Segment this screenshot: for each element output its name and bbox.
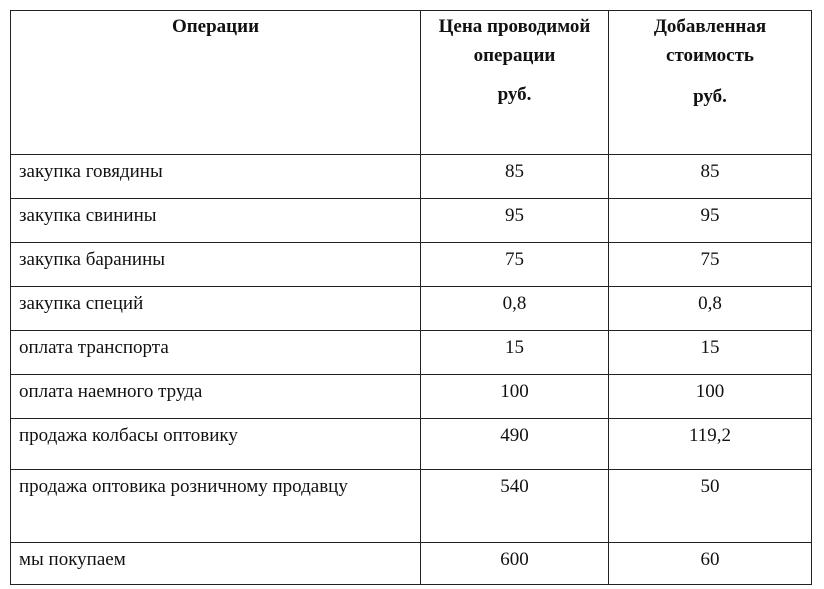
cell-added-value: 50: [609, 470, 812, 543]
cell-added-value: 100: [609, 375, 812, 419]
table-row: [11, 287, 812, 331]
cell-added-value: 60: [609, 543, 812, 585]
cell-price: 600: [421, 543, 609, 585]
cell-operation: оплата транспорта: [11, 331, 421, 375]
cell-operation: продажа оптовика розничному продавцу: [11, 470, 421, 543]
table-header-row: [11, 11, 812, 155]
table-row: [11, 543, 812, 585]
table-row: [11, 199, 812, 243]
cell-operation: закупка баранины: [11, 243, 421, 287]
header-price: [421, 11, 609, 155]
cell-added-value: 95: [609, 199, 812, 243]
cell-price: 490: [421, 419, 609, 470]
table-row: [11, 331, 812, 375]
table-row: [11, 155, 812, 199]
header-added-value: [609, 11, 812, 155]
cell-operation: мы покупаем: [11, 543, 421, 585]
table-row: [11, 419, 812, 470]
cell-added-value: 75: [609, 243, 812, 287]
cell-price: 540: [421, 470, 609, 543]
cell-operation: продажа колбасы оптовику: [11, 419, 421, 470]
cell-price: 95: [421, 199, 609, 243]
cell-operation: закупка специй: [11, 287, 421, 331]
cell-price: 75: [421, 243, 609, 287]
header-added-value-unit: руб.: [693, 86, 727, 107]
operations-table: [10, 10, 812, 585]
table-row: [11, 470, 812, 543]
table-row: [11, 375, 812, 419]
cell-added-value: 85: [609, 155, 812, 199]
cell-price: 0,8: [421, 287, 609, 331]
cell-added-value: 15: [609, 331, 812, 375]
cell-price: 15: [421, 331, 609, 375]
cell-operation: закупка свинины: [11, 199, 421, 243]
header-operations-label: Операции: [171, 16, 260, 37]
header-price-label: Цена проводимой операции: [438, 16, 591, 66]
table-row: [11, 243, 812, 287]
cell-added-value: 119,2: [609, 419, 812, 470]
header-added-value-label: Добавленная стоимость: [653, 16, 767, 66]
cell-price: 100: [421, 375, 609, 419]
cell-added-value: 0,8: [609, 287, 812, 331]
cell-operation: оплата наемного труда: [11, 375, 421, 419]
cell-operation: закупка говядины: [11, 155, 421, 199]
header-operations: [11, 11, 421, 155]
cell-price: 85: [421, 155, 609, 199]
header-price-unit: руб.: [497, 84, 532, 105]
